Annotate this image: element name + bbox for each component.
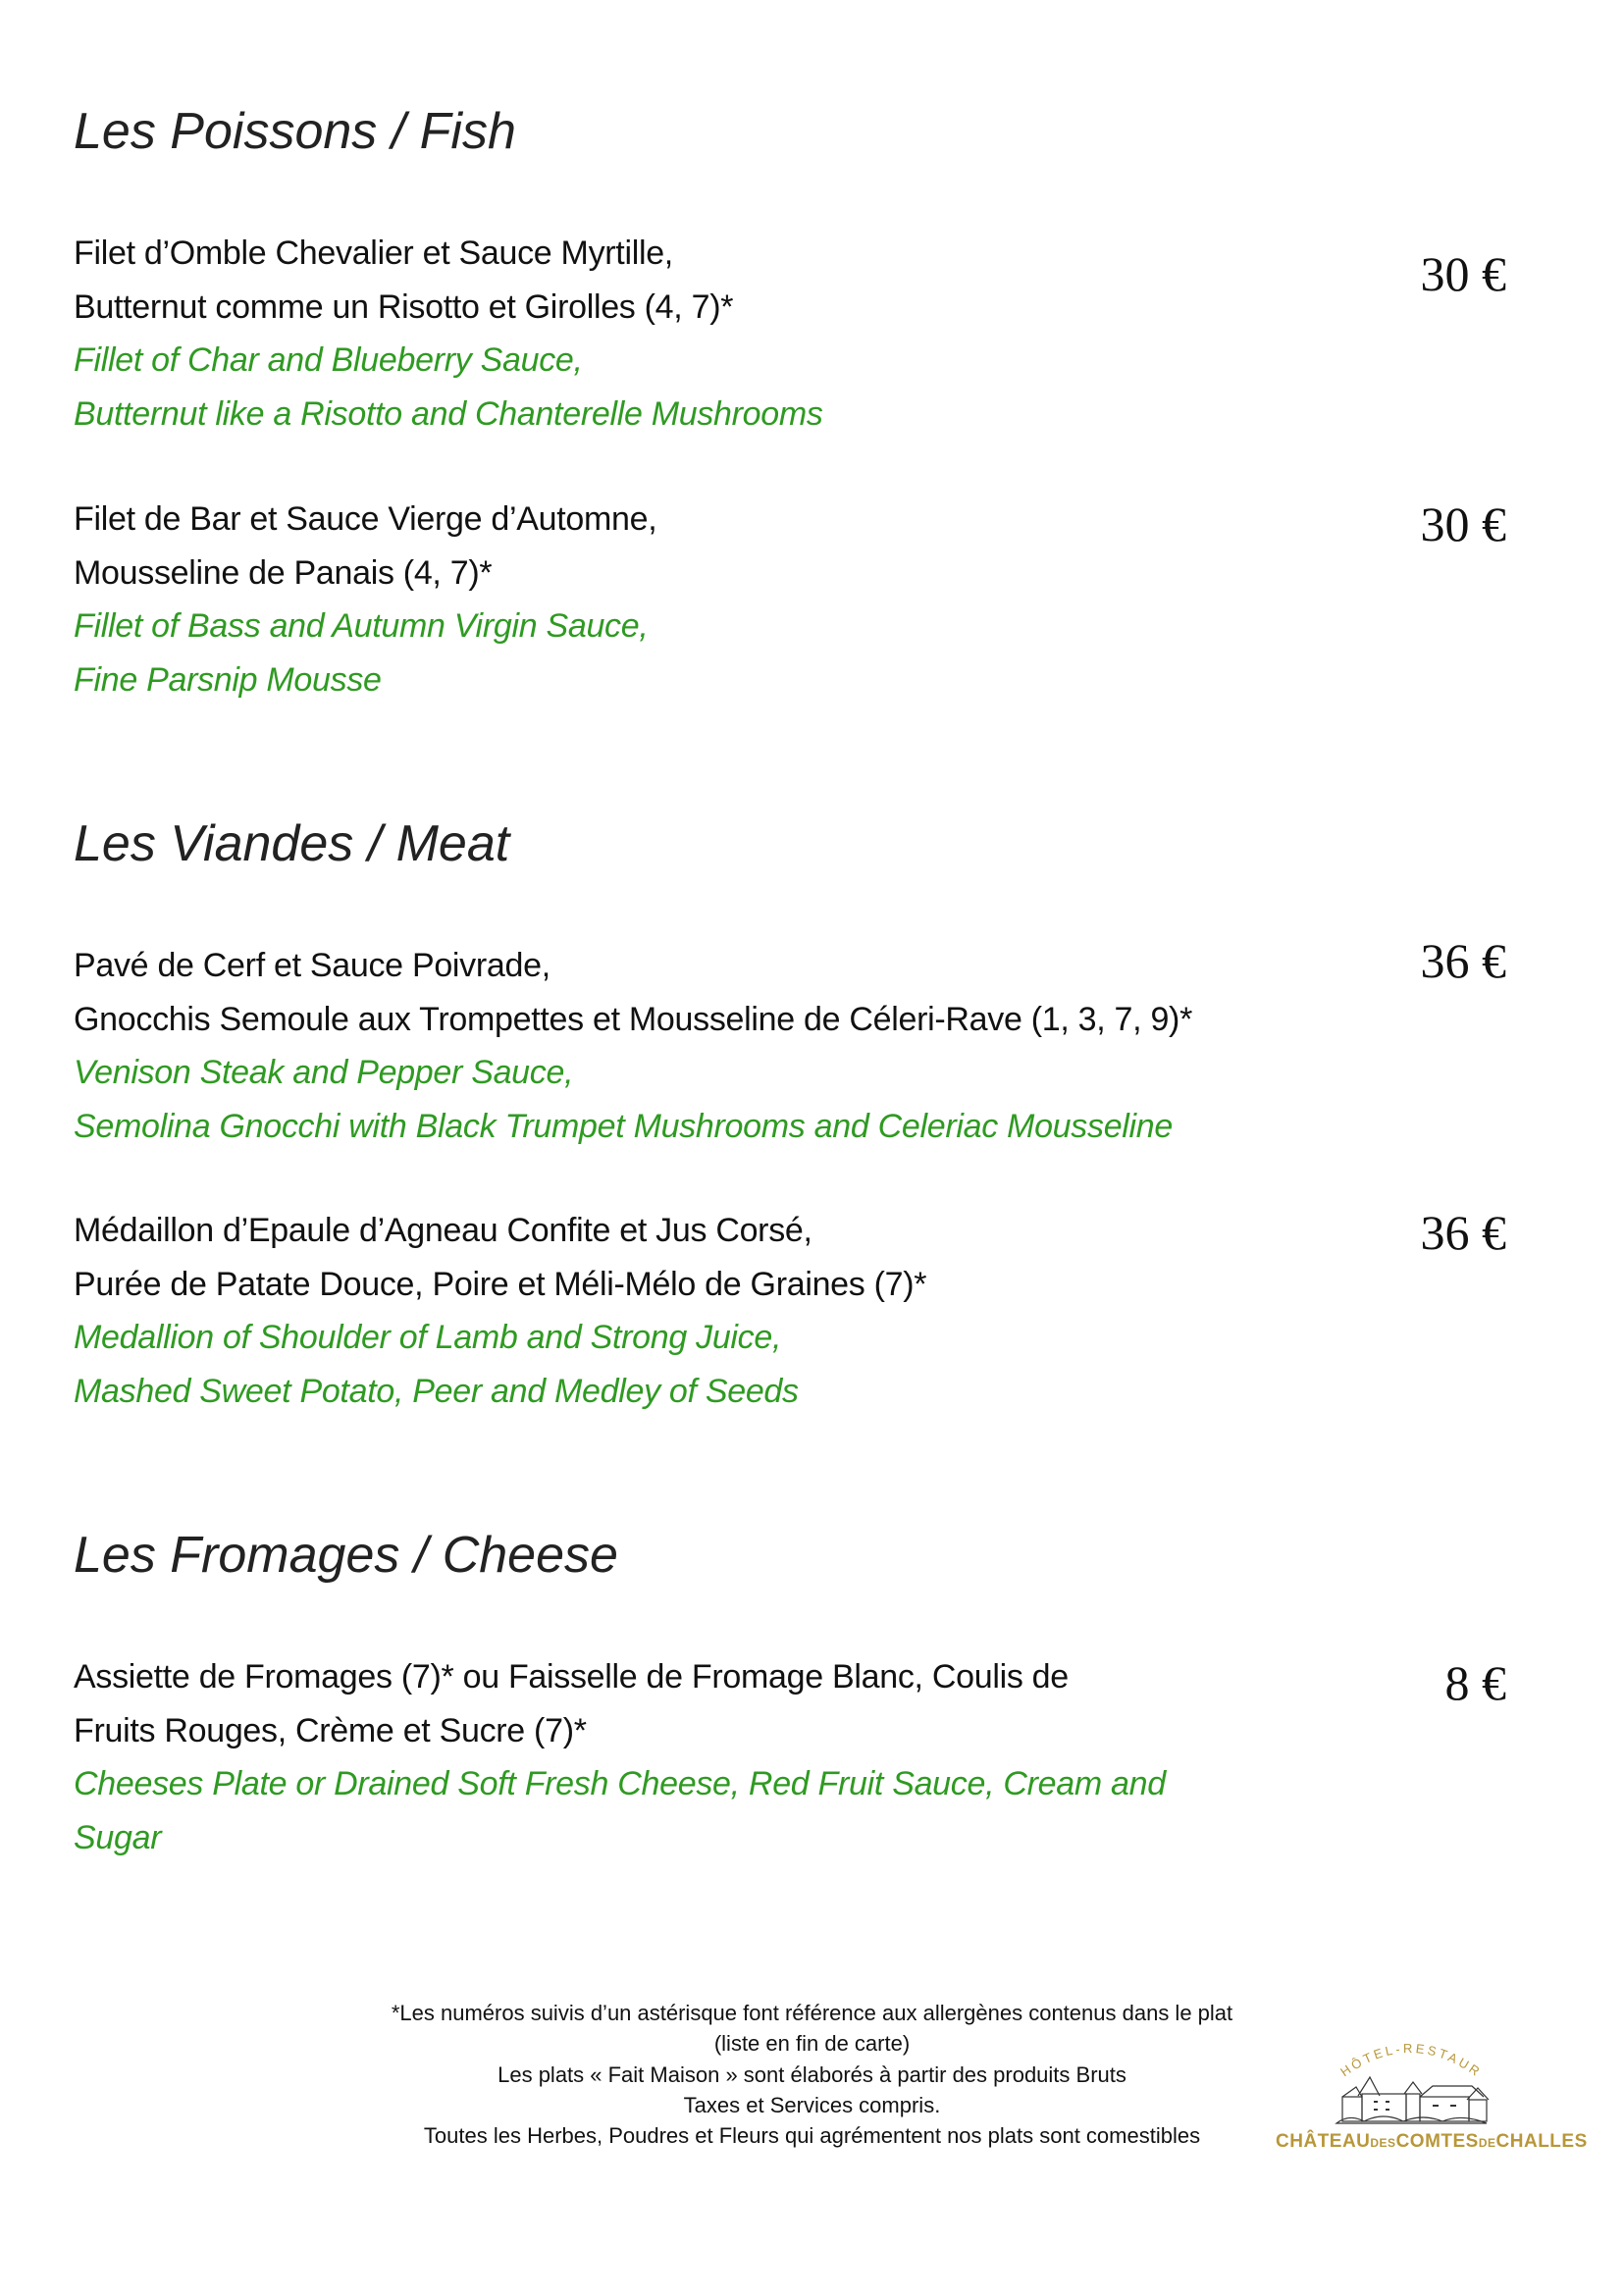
homemade-note: Les plats « Fait Maison » sont élaborés à partir des produits Bruts xyxy=(498,2061,1126,2087)
item-name-en: Butternut like a Risotto and Chanterelle Mushrooms xyxy=(74,394,823,433)
svg-text:HÔTEL-RESTAURANT xyxy=(1276,2023,1485,2080)
section-title-meat: Les Viandes / Meat xyxy=(74,815,510,872)
item-name-en: Semolina Gnocchi with Black Trumpet Mushrooms and Celeriac Mousseline xyxy=(74,1107,1174,1145)
taxes-note: Taxes et Services compris. xyxy=(683,2092,941,2117)
menu-item xyxy=(74,493,1349,706)
logo-name: CHÂTEAUDESCOMTESDECHALLES xyxy=(1276,2131,1588,2152)
item-price: 30 € xyxy=(1420,496,1506,551)
allergen-note-2: (liste en fin de carte) xyxy=(713,2031,911,2057)
item-name-fr: Médaillon d’Epaule d’Agneau Confite et Jus Corsé, xyxy=(74,1212,812,1249)
item-name-fr: Pavé de Cerf et Sauce Poivrade, xyxy=(74,947,550,984)
item-name-fr: Filet de Bar et Sauce Vierge d’Automne, xyxy=(74,500,657,538)
chateau-logo xyxy=(1276,2023,1588,2161)
item-name-fr: Mousseline de Panais (4, 7)* xyxy=(74,553,493,592)
item-name-en: Cheeses Plate or Drained Soft Fresh Cheese, Red Fruit Sauce, Cream and xyxy=(74,1765,1166,1802)
section-title-fish: Les Poissons / Fish xyxy=(74,103,516,160)
item-name-en: Fillet of Bass and Autumn Virgin Sauce, xyxy=(74,607,649,645)
allergen-note: *Les numéros suivis d’un astérisque font référence aux allergènes contenus dans le plat xyxy=(391,2001,1233,2025)
item-name-en: Fillet of Char and Blueberry Sauce, xyxy=(74,341,583,379)
item-name-en: Mashed Sweet Potato, Peer and Medley of Seeds xyxy=(74,1372,799,1410)
item-name-en: Venison Steak and Pepper Sauce, xyxy=(74,1054,574,1091)
menu-item xyxy=(74,939,1349,1153)
item-name-en: Fine Parsnip Mousse xyxy=(74,660,382,699)
item-price: 36 € xyxy=(1420,933,1506,988)
menu-item xyxy=(74,1204,1349,1418)
logo-arc-text: HÔTEL-RESTAUR xyxy=(1337,2040,1486,2081)
item-name-fr: Fruits Rouges, Crème et Sucre (7)* xyxy=(74,1711,587,1749)
item-name-fr: Gnocchis Semoule aux Trompettes et Mousseline de Céleri-Rave (1, 3, 7, 9)* xyxy=(74,1000,1193,1038)
item-price: 30 € xyxy=(1420,246,1506,301)
item-name-fr: Purée de Patate Douce, Poire et Méli-Mélo de Graines (7)* xyxy=(74,1265,927,1303)
item-name-fr: Assiette de Fromages (7)* ou Faisselle de Fromage Blanc, Coulis de xyxy=(74,1658,1069,1696)
item-price: 36 € xyxy=(1420,1205,1506,1260)
item-name-fr: Butternut comme un Risotto et Girolles (4, 7)* xyxy=(74,287,734,326)
item-price: 8 € xyxy=(1444,1655,1506,1710)
footer-notes xyxy=(294,1998,1330,2151)
item-name-en: Sugar xyxy=(74,1818,162,1856)
edible-note: Toutes les Herbes, Poudres et Fleurs qui agrémentent nos plats sont comestibles xyxy=(423,2123,1201,2149)
item-name-en: Medallion of Shoulder of Lamb and Strong Juice, xyxy=(74,1319,782,1356)
menu-item xyxy=(74,227,1349,441)
section-title-cheese: Les Fromages / Cheese xyxy=(74,1527,618,1584)
menu-item xyxy=(74,1650,1349,1864)
item-name-fr: Filet d’Omble Chevalier et Sauce Myrtille, xyxy=(74,235,673,272)
castle-icon xyxy=(1276,2023,1545,2131)
